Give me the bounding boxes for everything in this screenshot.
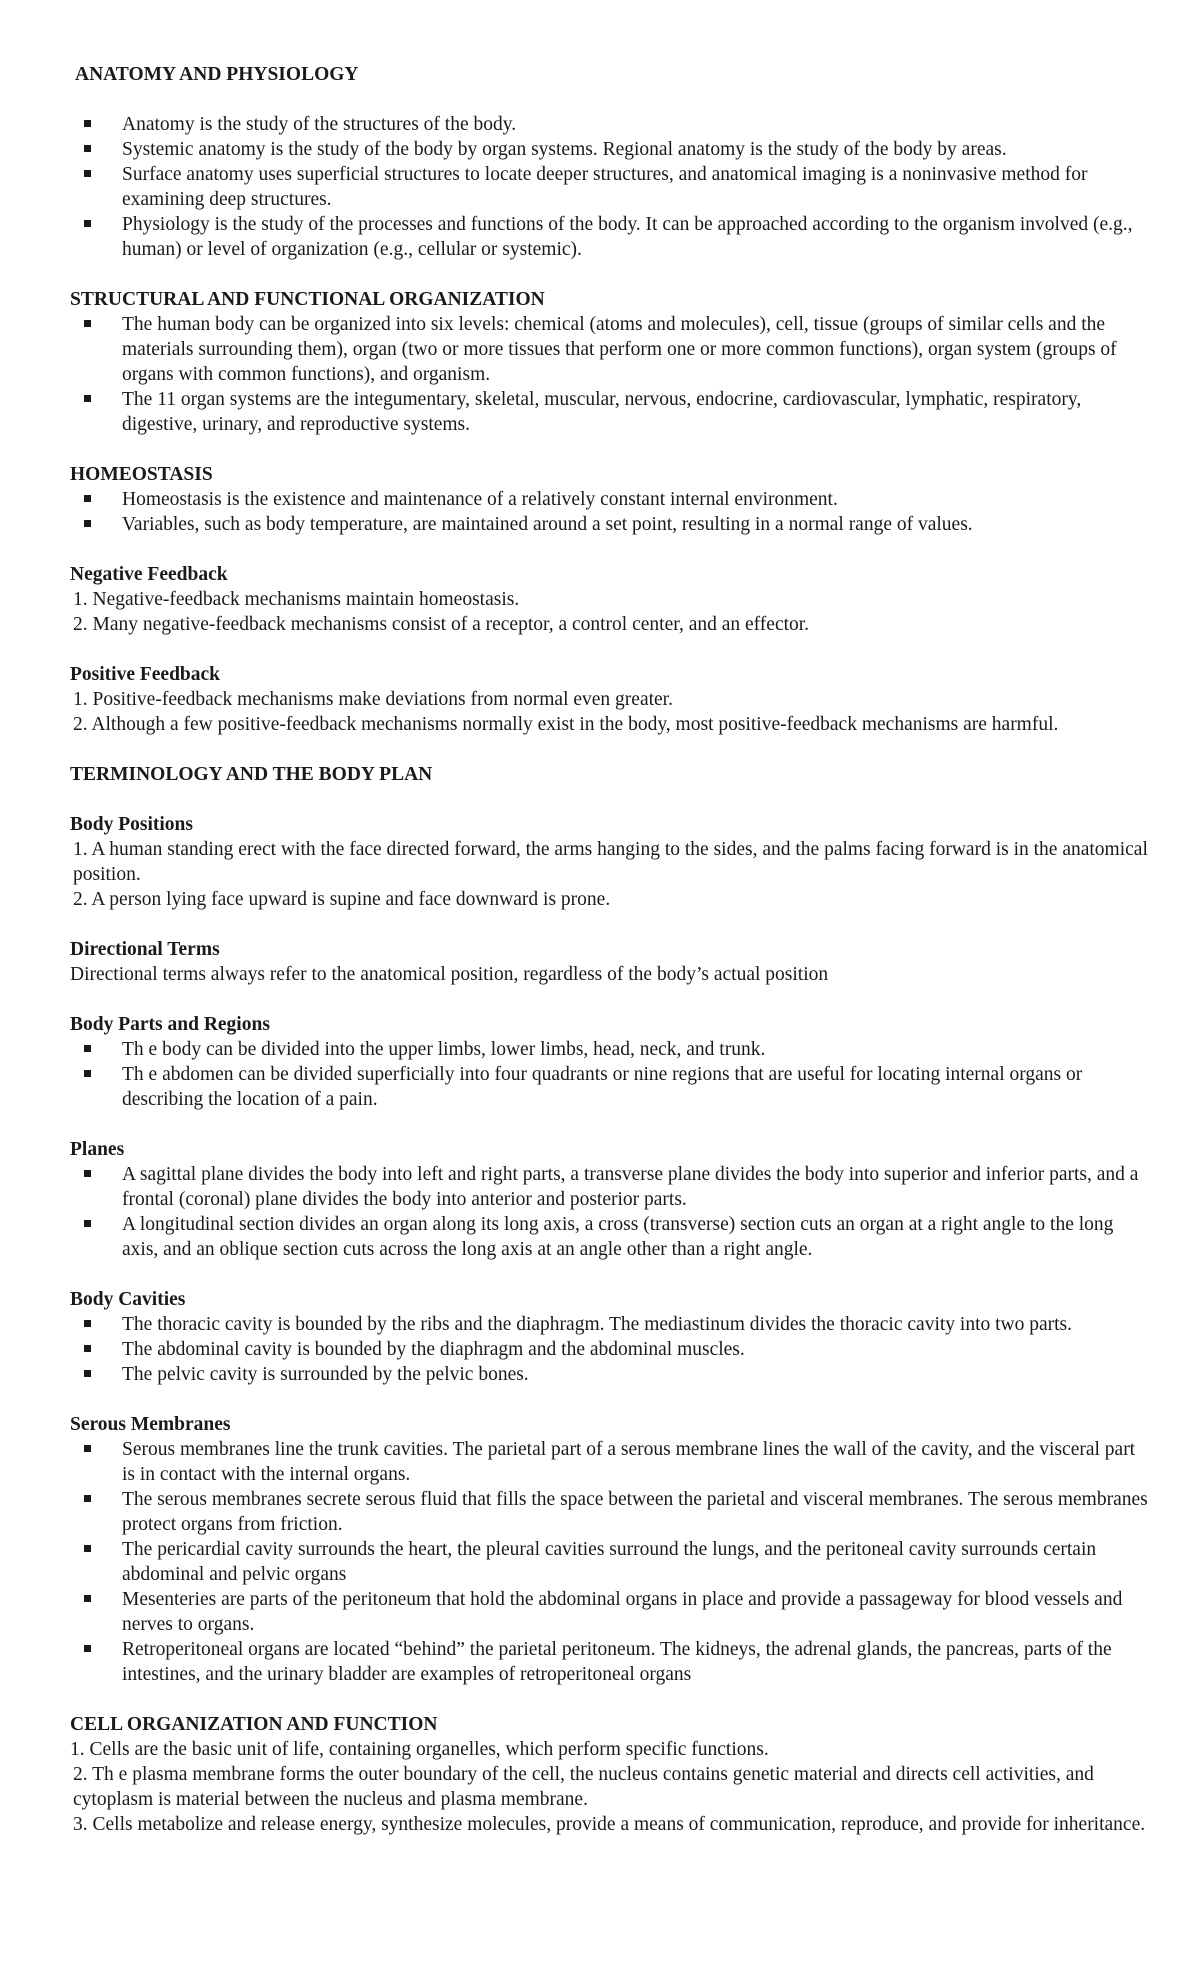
list-item: Variables, such as body temperature, are maintained around a set point, resulting in a normal range of values. [70,512,1150,537]
square-bullet-icon [84,1370,91,1377]
subheading-positive-feedback: Positive Feedback [70,664,221,685]
subheading-directional-terms: Directional Terms [70,939,220,960]
list-item: The 11 organ systems are the integumentary, skeletal, muscular, nervous, endocrine, cardiovascular, lymphatic, respiratory, digestive, urinary, and reproductive systems. [70,387,1150,437]
numbered-item: 1. Positive-feedback mechanisms make deviations from normal even greater. [73,689,673,710]
list-item: A longitudinal section divides an organ along its long axis, a cross (transverse) section cuts an organ at a right angle to the long axis, and an oblique section cuts across the long axis at an angle other than a right angle. [70,1212,1150,1262]
numbered-item: 1. Negative-feedback mechanisms maintain homeostasis. [73,589,520,610]
square-bullet-icon [84,1645,91,1652]
serous-membranes-list [70,1437,1150,1687]
square-bullet-icon [84,495,91,502]
subheading-negative-feedback: Negative Feedback [70,564,228,585]
list-item: Systemic anatomy is the study of the body by organ systems. Regional anatomy is the study of the body by areas. [70,137,1150,162]
list-item: The human body can be organized into six levels: chemical (atoms and molecules), cell, tissue (groups of similar cells and the materials surrounding them), organ (two or more tissues that perform one or more common functions), organ system (groups of organs with common functions), and organism. [70,312,1150,387]
square-bullet-icon [84,395,91,402]
subheading-body-positions: Body Positions [70,814,193,835]
subheading-planes: Planes [70,1139,125,1160]
list-item: The pelvic cavity is surrounded by the pelvic bones. [70,1362,1150,1387]
list-item: Anatomy is the study of the structures of the body. [70,112,1150,137]
square-bullet-icon [84,170,91,177]
square-bullet-icon [84,220,91,227]
numbered-item: 3. Cells metabolize and release energy, synthesize molecules, provide a means of communication, reproduce, and provide for inheritance. [73,1814,1146,1835]
list-item: Th e body can be divided into the upper limbs, lower limbs, head, neck, and trunk. [70,1037,1150,1062]
square-bullet-icon [84,1545,91,1552]
body-parts-list [70,1037,1150,1112]
list-item: Mesenteries are parts of the peritoneum that hold the abdominal organs in place and provide a passageway for blood vessels and nerves to organs. [70,1587,1150,1637]
numbered-item: 1. Cells are the basic unit of life, containing organelles, which perform specific functions. [70,1739,769,1760]
square-bullet-icon [84,1595,91,1602]
page-title: ANATOMY AND PHYSIOLOGY [75,64,359,85]
list-item: The thoracic cavity is bounded by the ribs and the diaphragm. The mediastinum divides the thoracic cavity into two parts. [70,1312,1150,1337]
intro-list [70,112,1150,262]
list-item: Physiology is the study of the processes and functions of the body. It can be approached according to the organism involved (e.g., human) or level of organization (e.g., cellular or systemic). [70,212,1150,262]
list-item: Surface anatomy uses superficial structures to locate deeper structures, and anatomical imaging is a noninvasive method for examining deep structures. [70,162,1150,212]
numbered-item: 1. A human standing erect with the face directed forward, the arms hanging to the sides, and the palms facing forward is in the anatomical position. [73,839,1148,885]
section-heading-structural: STRUCTURAL AND FUNCTIONAL ORGANIZATION [70,289,545,310]
homeostasis-list [70,487,1150,537]
list-item: The serous membranes secrete serous fluid that fills the space between the parietal and visceral membranes. The serous membranes protect organs from friction. [70,1487,1150,1537]
square-bullet-icon [84,1445,91,1452]
numbered-item: 2. Th e plasma membrane forms the outer boundary of the cell, the nucleus contains genetic material and directs cell activities, and cytoplasm is material between the nucleus and plasma membrane. [73,1764,1094,1810]
paragraph: Directional terms always refer to the anatomical position, regardless of the body’s actual position [70,964,829,985]
body-cavities-list [70,1312,1150,1387]
list-item: The pericardial cavity surrounds the heart, the pleural cavities surround the lungs, and the peritoneal cavity surrounds certain abdominal and pelvic organs [70,1537,1150,1587]
list-item: A sagittal plane divides the body into left and right parts, a transverse plane divides the body into superior and inferior parts, and a frontal (coronal) plane divides the body into anterior and posterior parts. [70,1162,1150,1212]
document-page [70,62,1150,1837]
list-item: Th e abdomen can be divided superficially into four quadrants or nine regions that are useful for locating internal organs or describing the location of a pain. [70,1062,1150,1112]
list-item: Serous membranes line the trunk cavities. The parietal part of a serous membrane lines the wall of the cavity, and the visceral part is in contact with the internal organs. [70,1437,1150,1487]
subheading-body-cavities: Body Cavities [70,1289,186,1310]
square-bullet-icon [84,1045,91,1052]
subheading-serous-membranes: Serous Membranes [70,1414,231,1435]
square-bullet-icon [84,1320,91,1327]
square-bullet-icon [84,145,91,152]
square-bullet-icon [84,520,91,527]
list-item: The abdominal cavity is bounded by the diaphragm and the abdominal muscles. [70,1337,1150,1362]
list-item: Homeostasis is the existence and maintenance of a relatively constant internal environment. [70,487,1150,512]
square-bullet-icon [84,1170,91,1177]
section-heading-terminology: TERMINOLOGY AND THE BODY PLAN [70,764,433,785]
planes-list [70,1162,1150,1262]
numbered-item: 2. Many negative-feedback mechanisms consist of a receptor, a control center, and an effector. [73,614,810,635]
numbered-item: 2. Although a few positive-feedback mechanisms normally exist in the body, most positive-feedback mechanisms are harmful. [73,714,1059,735]
square-bullet-icon [84,1220,91,1227]
numbered-item: 2. A person lying face upward is supine and face downward is prone. [73,889,611,910]
square-bullet-icon [84,1495,91,1502]
square-bullet-icon [84,320,91,327]
square-bullet-icon [84,120,91,127]
structural-list [70,312,1150,437]
square-bullet-icon [84,1070,91,1077]
subheading-body-parts: Body Parts and Regions [70,1014,270,1035]
list-item: Retroperitoneal organs are located “behind” the parietal peritoneum. The kidneys, the adrenal glands, the pancreas, parts of the intestines, and the urinary bladder are examples of retroperitoneal organs [70,1637,1150,1687]
section-heading-cell-organization: CELL ORGANIZATION AND FUNCTION [70,1714,438,1735]
section-heading-homeostasis: HOMEOSTASIS [70,464,213,485]
square-bullet-icon [84,1345,91,1352]
